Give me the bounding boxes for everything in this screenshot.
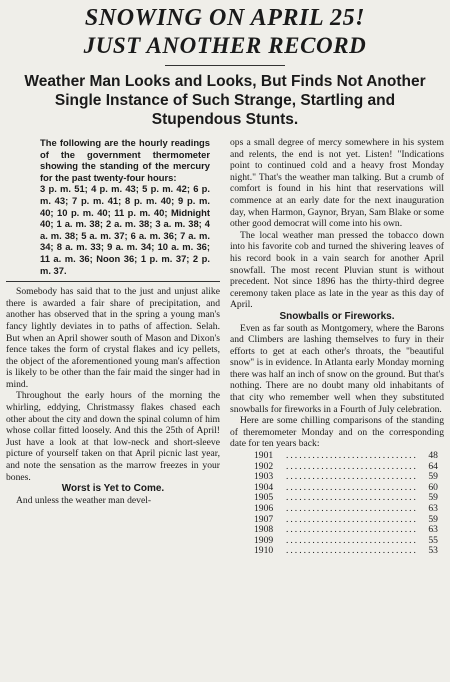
year-cell: 1907 [254, 513, 274, 525]
headline-line-1: SNOWING ON APRIL 25! [84, 5, 366, 31]
leader-dots: .............................. [286, 525, 418, 536]
value-cell: 55 [428, 534, 438, 546]
left-column [6, 137, 220, 557]
leader-dots: .............................. [286, 451, 418, 462]
value-cell: 48 [428, 450, 438, 462]
hourly-readings-box [6, 137, 220, 276]
intro-divider [6, 281, 220, 282]
leader-dots: .............................. [286, 514, 418, 525]
paragraph: The local weather man pressed the tobacco down into his favorite cob and turned the shivering leaves of his record book in a vain search for another April snowfall. The most recent Pluvian stunt is without precedent. Not since 1896 has the thirty-third degree ceremony taken place as late in the year as this day of April. [230, 229, 444, 311]
paragraph: Here are some chilling comparisons of the standing of theremometer Monday and on the corresponding date for ten years back: [230, 415, 444, 450]
year-cell: 1908 [254, 524, 274, 536]
year-cell: 1903 [254, 471, 274, 483]
value-cell: 63 [428, 503, 438, 514]
year-cell: 1902 [254, 460, 274, 472]
table-row [254, 451, 438, 462]
leader-dots: .............................. [286, 546, 418, 557]
leader-dots: .............................. [286, 461, 418, 472]
right-column [230, 137, 444, 557]
year-cell: 1901 [254, 450, 274, 462]
value-cell: 59 [428, 513, 438, 525]
year-cell: 1910 [254, 545, 274, 557]
table-row [254, 515, 438, 526]
table-row [254, 493, 438, 504]
paragraph: And unless the weather man devel- [16, 494, 152, 506]
value-cell: 59 [428, 471, 438, 483]
table-row [254, 472, 438, 483]
table-row [254, 504, 438, 515]
year-cell: 1909 [254, 534, 274, 546]
readings-lead: The following are the hourly readings of the government thermometer showing the standing of the mercury for the past twenty-four hours: [40, 137, 210, 183]
table-row [254, 483, 438, 494]
year-cell: 1905 [254, 492, 274, 504]
value-cell: 64 [428, 460, 438, 472]
subheadline: Weather Man Looks and Looks, But Finds Not Another Single Instance of Such Strange, Startling and Stupendous Stunts. [24, 73, 426, 128]
value-cell: 63 [428, 524, 438, 536]
value-cell: 59 [428, 492, 438, 504]
leader-dots: .............................. [286, 493, 418, 504]
table-row [254, 546, 438, 557]
leader-dots: .............................. [286, 504, 418, 514]
article-columns [6, 137, 444, 557]
readings-list: 3 p. m. 51; 4 p. m. 43; 5 p. m. 42; 6 p. m. 43; 7 p. m. 41; 8 p. m. 40; 9 p. m. 40; 10 p. m. 40; 11 p. m. 40; Midnight 40; 1 a. m. 38; 2 a. m. 38; 3 a. m. 38; 4 a. m. 38; 5 a. m. 37; 6 a. m. 36; 7 a. m. 34; 8 a. m. 33; 9 a. m. 34; 10 a. m. 36; 11 a. m. 36; Noon 36; 1 p. m. 37; 2 p. m. 37. [40, 183, 210, 276]
value-cell: 53 [428, 545, 438, 557]
paragraph: Somebody has said that to the just and unjust alike there is awarded a fair share of precipitation, and another has observed that in the spring a young man's fancy lightly deviates in to paths of affection. Selah. But when an April shower south of Mason and Dixon's fence takes the form of crystal flakes and icy pellets, the object of the aforementioned young man's affection is likely to be other than the fair maid the singer had in mind. [6, 286, 220, 390]
table-row [254, 525, 438, 536]
value-cell: 60 [428, 481, 438, 493]
section-heading: Snowballs or Fireworks. [279, 310, 395, 322]
year-cell: 1904 [254, 481, 274, 493]
comparison-table [254, 451, 438, 557]
table-row [254, 536, 438, 547]
paragraph: Even as far south as Montgomery, where the Barons and Climbers are lashing themselves to fury in their efforts to get at each other's throats, the "beautiful snow" is in evidence. In Atlanta early Monday morning there was half an inch of snow on the ground. But that's nothing. There are no doubt many old inhabitants of that city who remember well when they substituted snowballs for fireworks in a Fourth of July celebration. [230, 322, 444, 415]
table-row [254, 462, 438, 473]
leader-dots: .............................. [286, 535, 418, 546]
leader-dots: .............................. [286, 482, 418, 493]
leader-dots: .............................. [286, 472, 418, 483]
year-cell: 1906 [254, 503, 274, 514]
paragraph: ops a small degree of mercy somewhere in his system and relents, the end is not yet. Listen! "Indications point to continued cold and a heavy frost Monday night." That's the weather man talking. But a crumb of comfort is found in his hint that reservations will commence at an early date for the next inauguration day, when Harmon, Gaynor, Bryan, Sam Blake or some other good democrat will come into his own. [230, 137, 444, 230]
paragraph: Throughout the early hours of the morning the whirling, eddying, Christmassy flakes chased each other about the city and down the spinal column of him whose collar fitted loosely. And this the 25th of April! Just have a look at that low-neck and short-sleeve picture of yourself taken on that April picnic last year, and note the sensation as the marrow freezes in your bones. [6, 390, 220, 483]
headline-line-2: JUST ANOTHER RECORD [83, 33, 367, 58]
headline-divider [165, 65, 285, 66]
section-heading: Worst is Yet to Come. [61, 483, 165, 495]
